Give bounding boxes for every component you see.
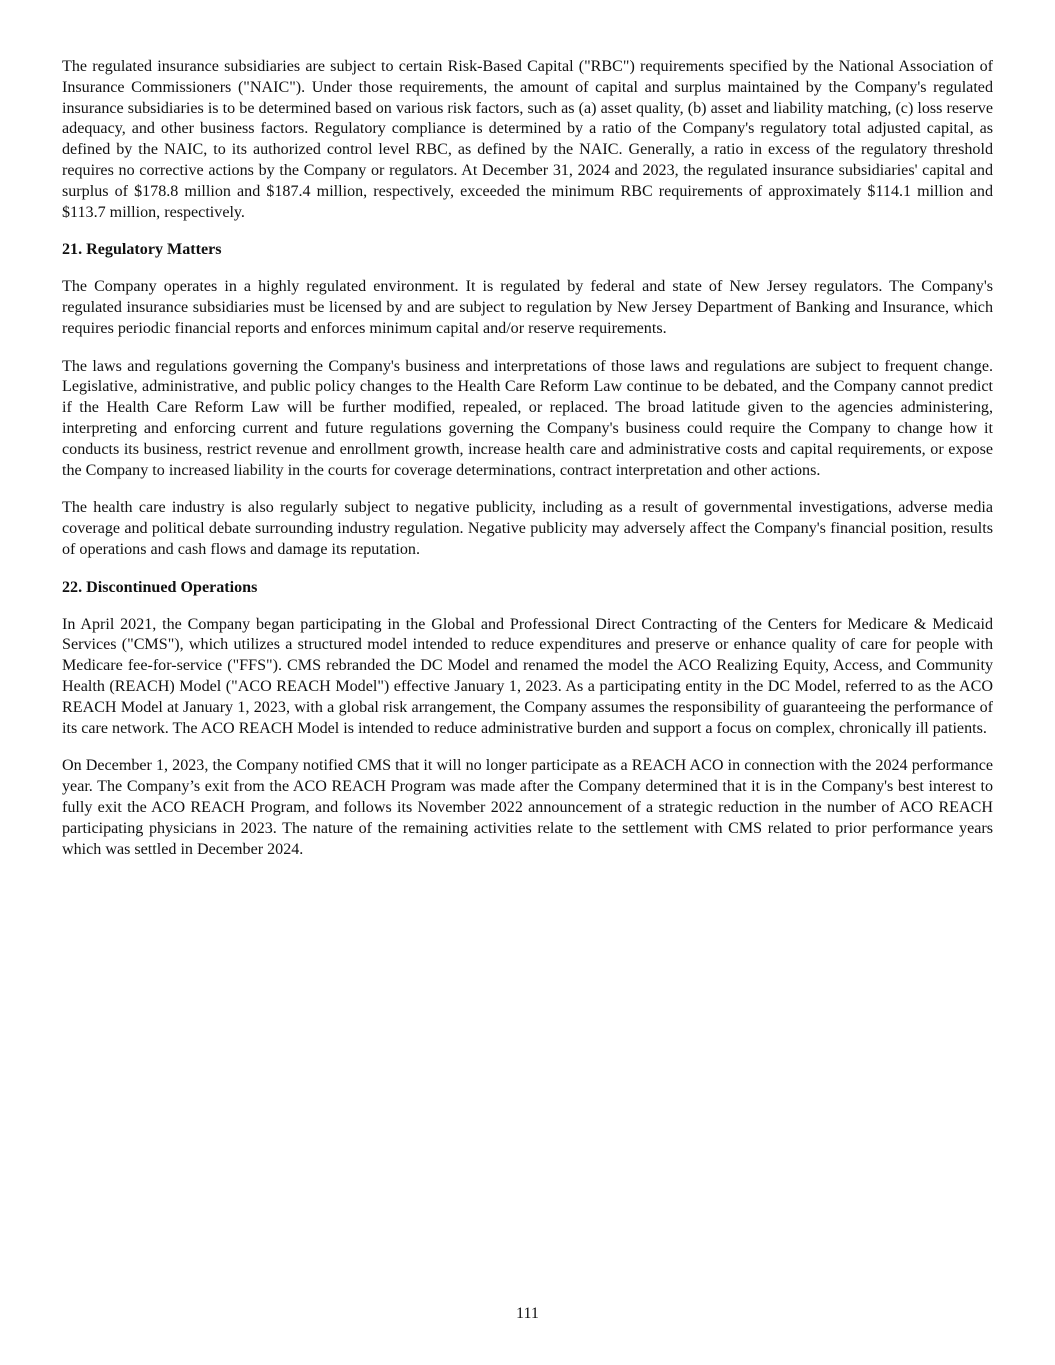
document-body [62,57,993,877]
section-22-heading: 22. Discontinued Operations [62,578,258,596]
section-22-paragraph-2: On December 1, 2023, the Company notified CMS that it will no longer participate as a REACH ACO in connection with the 2024 performance year. The Company’s exit from the ACO REACH Program was made after the Company determined that it is in the Company's best interest to fully exit the ACO REACH Program, and follows its November 2022 announcement of a strategic reduction in the number of ACO REACH participating physicians in 2023. The nature of the remaining activities relate to the settlement with CMS related to prior performance years which was settled in December 2024. [62,757,993,858]
rbc-paragraph: The regulated insurance subsidiaries are subject to certain Risk-Based Capital ("RBC") requirements specified by the National Association of Insurance Commissioners ("NAIC"). Under those requirements, the amount of capital and surplus maintained by the Company's regulated insurance subsidiaries is to be determined based on various risk factors, such as (a) asset quality, (b) asset and liability matching, (c) loss reserve adequacy, and other business factors. Regulatory compliance is determined by a ratio of the Company's regulatory total adjusted capital, as defined by the NAIC, to its authorized control level RBC, as defined by the NAIC. Generally, a ratio in excess of the regulatory threshold requires no corrective actions by the Company or regulators. At December 31, 2024 and 2023, the regulated insurance subsidiaries' capital and surplus of $178.8 million and $187.4 million, respectively, exceeded the minimum RBC requirements of approximately $114.1 million and $113.7 million, respectively. [62,58,993,221]
section-21-paragraph-3: The health care industry is also regularly subject to negative publicity, including as a result of governmental investigations, adverse media coverage and political debate surrounding industry regulation. Negative publicity may adversely affect the Company's financial position, results of operations and cash flows and damage its reputation. [62,499,993,558]
section-22-paragraph-1: In April 2021, the Company began participating in the Global and Professional Direct Contracting of the Centers for Medicare & Medicaid Services ("CMS"), which utilizes a structured model intended to reduce expenditures and preserve or enhance quality of care for people with Medicare fee-for-service ("FFS"). CMS rebranded the DC Model and renamed the model the ACO Realizing Equity, Access, and Community Health (REACH) Model ("ACO REACH Model") effective January 1, 2023. As a participating entity in the DC Model, referred to as the ACO REACH Model at January 1, 2023, with a global risk arrangement, the Company assumes the responsibility of guaranteeing the performance of its care network. The ACO REACH Model is intended to reduce administrative burden and support a focus on complex, chronically ill patients. [62,615,993,737]
section-21-paragraph-2: The laws and regulations governing the Company's business and interpretations of those laws and regulations are subject to frequent change. Legislative, administrative, and public policy changes to the Health Care Reform Law continue to be debated, and the Company cannot predict if the Health Care Reform Law will be further modified, repealed, or replaced. The broad latitude given to the agencies administering, interpreting and enforcing current and future regulations governing the Company's business could require the Company to change how it conducts its business, restrict revenue and enrollment growth, increase health care and administrative costs and capital requirements, or expose the Company to increased liability in the courts for coverage determinations, contract interpretation and other actions. [62,357,993,479]
page-number: 111 [516,1305,539,1322]
section-21-heading: 21. Regulatory Matters [62,241,222,259]
section-21-paragraph-1: The Company operates in a highly regulated environment. It is regulated by federal and state of New Jersey regulators. The Company's regulated insurance subsidiaries must be licensed by and are subject to regulation by New Jersey Department of Banking and Insurance, which requires periodic financial reports and enforces minimum capital and/or reserve requirements. [62,278,993,337]
